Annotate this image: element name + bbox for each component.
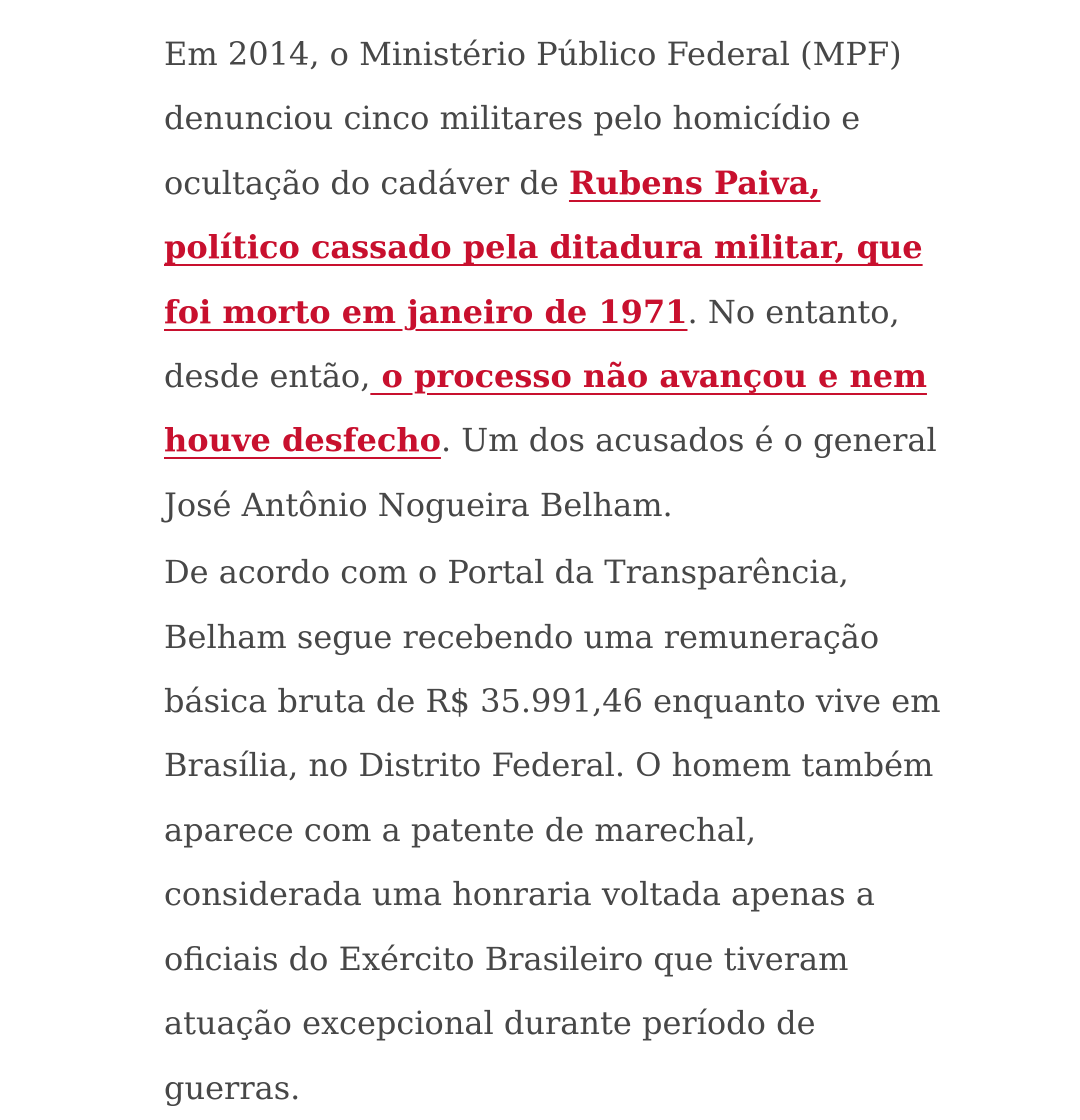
article-body <box>164 22 954 1120</box>
paragraph-mpf-denunciation <box>164 22 954 537</box>
paragraph-text: . No entanto, desde então, <box>164 292 900 396</box>
link-processo-nao-avancou[interactable]: o processo não avançou e nem houve desfecho <box>164 357 927 460</box>
link-rubens-paiva[interactable]: Rubens Paiva, político cassado pela ditadura militar, que foi morto em janeiro de 1971 <box>164 163 923 331</box>
paragraph-text: Em 2014, o Ministério Público Federal (MPF) denunciou cinco militares pelo homicídio e ocultação do cadáver de <box>164 35 902 202</box>
paragraph-text: . Um dos acusados é o general José Antônio Nogueira Belham. <box>164 421 937 524</box>
paragraph-portal-transparencia: De acordo com o Portal da Transparência, Belham segue recebendo uma remuneração básica bruta de R$ 35.991,46 enquanto vive em Brasília, no Distrito Federal. O homem também aparece com a patente de marechal, considerada uma honraria voltada apenas a oficiais do Exército Brasileiro que tiveram atuação excepcional durante período de guerras. <box>164 553 941 1107</box>
